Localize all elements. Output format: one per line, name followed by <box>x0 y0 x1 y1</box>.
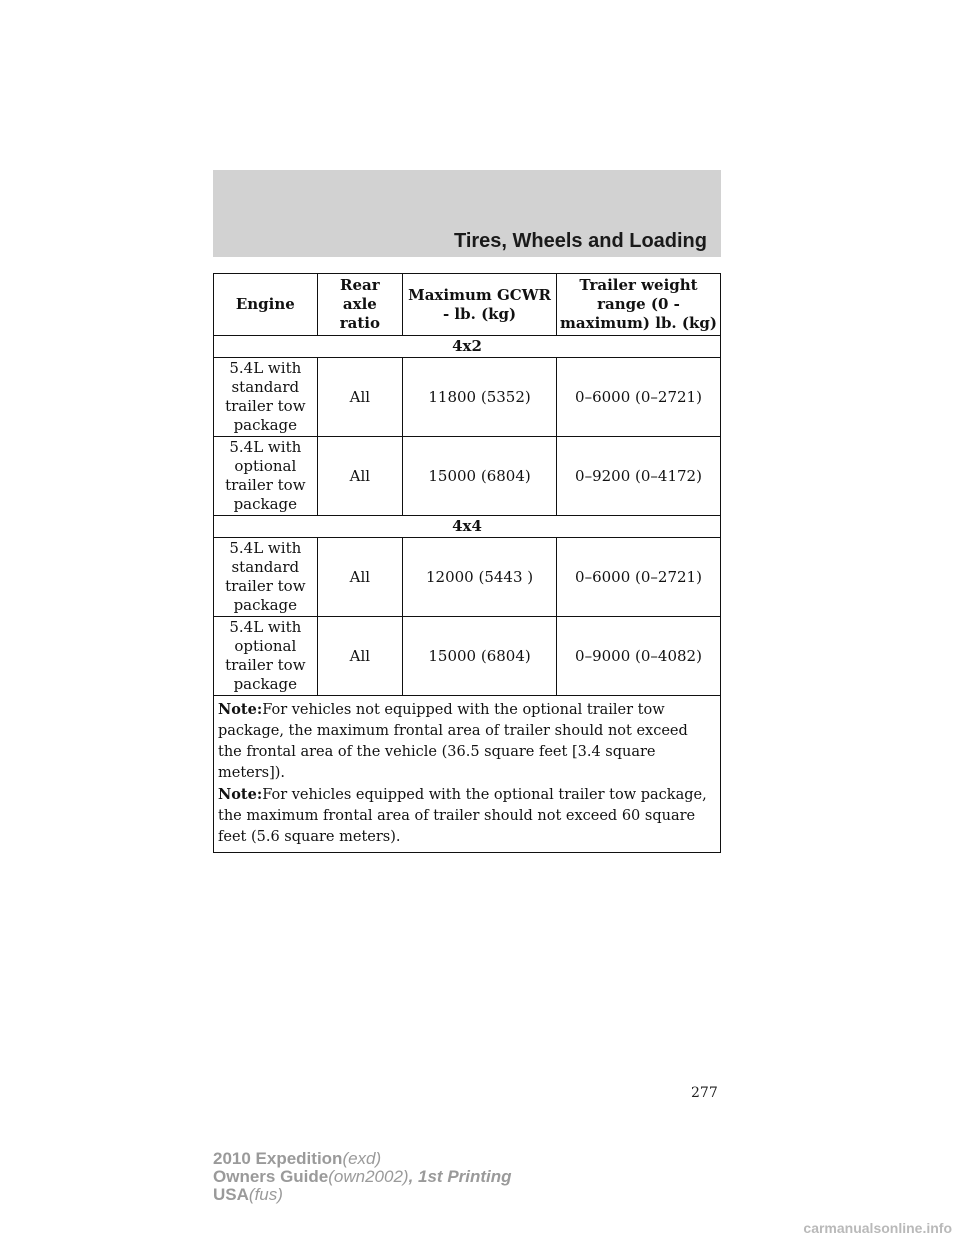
cell-engine: 5.4L with standard trailer tow package <box>214 538 318 617</box>
notes-row <box>214 696 721 853</box>
table-row <box>214 358 721 437</box>
footer-guide-code: (own2002) <box>328 1167 409 1186</box>
cell-trailer-weight-range: 0–6000 (0–2721) <box>557 358 721 437</box>
table-row <box>214 538 721 617</box>
note-text: For vehicles not equipped with the optional trailer tow package, the maximum frontal area of trailer should not exceed the frontal area of the vehicle (36.5 square feet [3.4 square meters]). <box>218 702 688 781</box>
table-header-row <box>214 274 721 336</box>
group-label: 4x2 <box>214 336 721 358</box>
note-label: Note: <box>218 701 263 718</box>
document-footer <box>213 1150 512 1204</box>
cell-rear-axle-ratio: All <box>317 358 403 437</box>
cell-engine: 5.4L with optional trailer tow package <box>214 617 318 696</box>
group-row-4x4 <box>214 516 721 538</box>
header-max-gcwr: Maximum GCWR - lb. (kg) <box>403 274 557 336</box>
table-row <box>214 437 721 516</box>
footer-market-code: (fus) <box>248 1185 283 1204</box>
footer-line <box>213 1186 512 1204</box>
cell-trailer-weight-range: 0–9000 (0–4082) <box>557 617 721 696</box>
header-engine: Engine <box>214 274 318 336</box>
cell-engine: 5.4L with optional trailer tow package <box>214 437 318 516</box>
cell-rear-axle-ratio: All <box>317 437 403 516</box>
notes-cell <box>214 696 721 853</box>
group-label: 4x4 <box>214 516 721 538</box>
cell-max-gcwr: 15000 (6804) <box>403 437 557 516</box>
table-row <box>214 617 721 696</box>
towing-spec-table <box>213 273 721 853</box>
footer-printing: , 1st Printing <box>408 1167 512 1186</box>
cell-rear-axle-ratio: All <box>317 617 403 696</box>
header-trailer-weight-range: Trailer weight range (0 - maximum) lb. (kg) <box>557 274 721 336</box>
watermark: carmanualsonline.info <box>803 1220 952 1236</box>
footer-model-code: (exd) <box>342 1149 382 1168</box>
note-paragraph <box>218 784 716 848</box>
cell-max-gcwr: 15000 (6804) <box>403 617 557 696</box>
cell-trailer-weight-range: 0–6000 (0–2721) <box>557 538 721 617</box>
cell-trailer-weight-range: 0–9200 (0–4172) <box>557 437 721 516</box>
footer-guide: Owners Guide <box>213 1167 329 1186</box>
note-text: For vehicles equipped with the optional trailer tow package, the maximum frontal area of trailer should not exceed 60 square feet (5.6 square meters). <box>218 787 707 845</box>
group-row-4x2 <box>214 336 721 358</box>
note-paragraph <box>218 699 716 784</box>
page-number: 277 <box>691 1085 718 1101</box>
section-header-banner <box>213 170 721 257</box>
note-label: Note: <box>218 786 263 803</box>
footer-market: USA <box>213 1185 249 1204</box>
footer-line <box>213 1168 512 1186</box>
section-title: Tires, Wheels and Loading <box>453 230 707 252</box>
footer-line <box>213 1150 512 1168</box>
cell-engine: 5.4L with standard trailer tow package <box>214 358 318 437</box>
footer-model: 2010 Expedition <box>213 1149 343 1168</box>
cell-max-gcwr: 12000 (5443 ) <box>403 538 557 617</box>
cell-max-gcwr: 11800 (5352) <box>403 358 557 437</box>
header-rear-axle-ratio: Rear axle ratio <box>317 274 403 336</box>
cell-rear-axle-ratio: All <box>317 538 403 617</box>
